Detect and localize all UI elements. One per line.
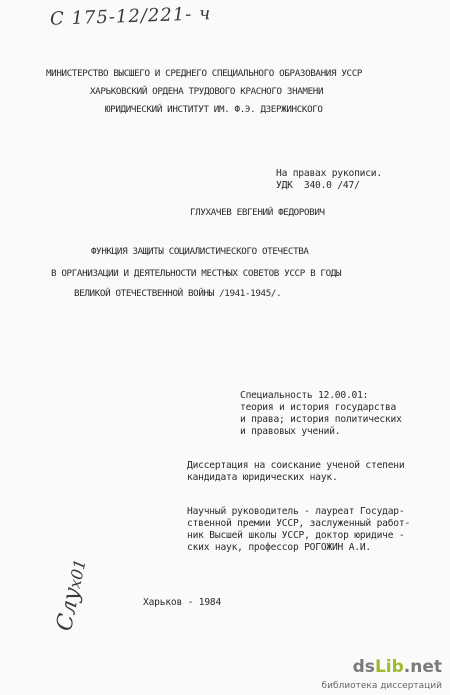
author-name: ГЛУХАЧЕВ ЕВГЕНИЙ ФЕДОРОВИЧ <box>190 207 325 218</box>
supervisor-line-3: ник Высшей школы УССР, доктор юридиче - <box>187 530 405 541</box>
watermark-logo-net: .net <box>403 657 442 677</box>
header-institute-name: ХАРЬКОВСКИЙ ОРДЕНА ТРУДОВОГО КРАСНОГО ЗНАМЕНИ <box>90 86 324 97</box>
supervisor-line-2: ственной премии УССР, заслуженный работ- <box>187 518 411 529</box>
watermark-logo-ds: ds <box>352 657 375 677</box>
supervisor-line-1: Научный руководитель - лауреат Государ- <box>187 506 405 517</box>
watermark-logo <box>353 657 442 677</box>
watermark-tagline: библиотека диссертаций <box>321 681 442 691</box>
supervisor-line-4: ских наук, профессор РОГОЖИН А.И. <box>187 542 372 553</box>
header-institute-dedication: ЮРИДИЧЕСКИЙ ИНСТИТУТ ИМ. Ф.Э. ДЗЕРЖИНСКОГО <box>105 104 323 115</box>
specialty-line-3: и права; история политических <box>240 414 402 425</box>
header-ministry: МИНИСТЕРСТВО ВЫСШЕГО И СРЕДНЕГО СПЕЦИАЛЬНОГО ОБРАЗОВАНИЯ УССР <box>46 68 363 79</box>
title-line-2: В ОРГАНИЗАЦИИ И ДЕЯТЕЛЬНОСТИ МЕСТНЫХ СОВЕТОВ УССР В ГОДЫ <box>51 268 342 279</box>
title-line-1: ФУНКЦИЯ ЗАЩИТЫ СОЦИАЛИСТИЧЕСКОГО ОТЕЧЕСТВА <box>91 246 309 257</box>
watermark-logo-lib: Lib <box>374 657 404 677</box>
dissertation-degree-line-1: Диссертация на соискание ученой степени <box>187 460 405 471</box>
udc-code: УДК 340.0 /47/ <box>276 180 360 191</box>
specialty-code: Специальность 12.00.01: <box>240 390 369 401</box>
title-line-3: ВЕЛИКОЙ ОТЕЧЕСТВЕННОЙ ВОЙНЫ /1941-1945/. <box>74 288 282 299</box>
handwritten-signature: Слуx01 <box>52 557 90 634</box>
manuscript-rights-label: На правах рукописи. <box>276 168 382 179</box>
archive-stamp-handwriting: С 175-12/221- ч <box>49 3 212 30</box>
city-year: Харьков - 1984 <box>143 597 222 608</box>
dissertation-degree-line-2: кандидата юридических наук. <box>187 472 338 483</box>
specialty-line-4: и правовых учений. <box>240 426 341 437</box>
specialty-line-2: теория и история государства <box>240 402 397 413</box>
